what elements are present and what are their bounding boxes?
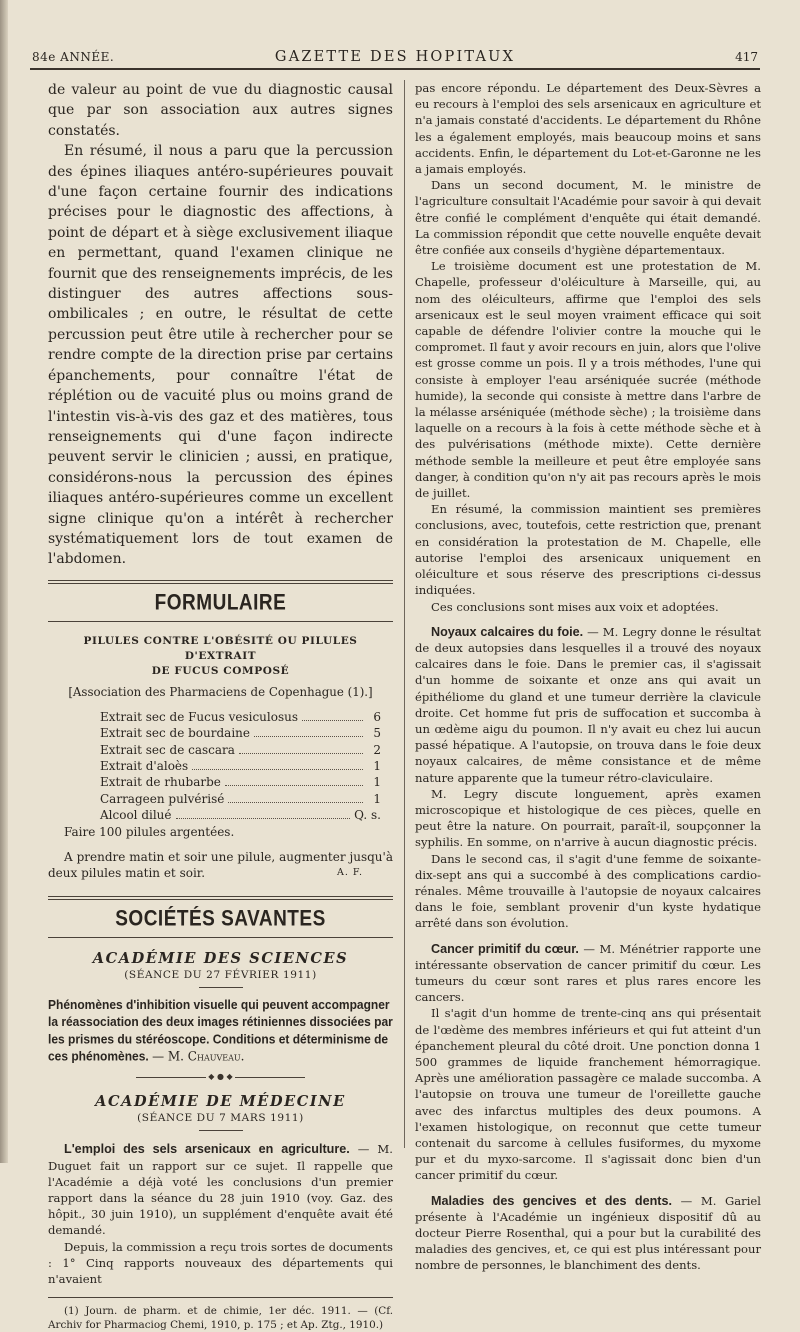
ornamental-divider: ◆ ● ◆ [48, 1073, 393, 1081]
section-rule [48, 621, 393, 622]
ingredient-list [100, 709, 381, 824]
page-binding-edge [0, 0, 8, 1163]
signature: A. F. [336, 867, 363, 879]
leader-dots [176, 818, 351, 819]
paragraph: Le troisième document est une protestation de M. Chapelle, professeur d'oléiculture à Marseille, qui, au nom des oléiculteurs, affirme que l'emploi des sels arsenicaux est le seul moyen vraiment efficace qui soit capable de défendre l'olivier contre la mouche qui le compromet. Il faut y avoir recours en juin, alors que l'olive est grosse comme un pois. Il y a trois méthodes, l'une qui consiste à employer l'eau arséniquée sucrée (méthode humide), la seconde qui consiste à mettre dans l'arbre de la mélasse arséniquée (méthode sèche) ; la troisième dans laquelle on a recours à la fois à cette méthode sèche et à des pulvérisations (méthode mixte). Cette dernière méthode semble la meilleure et peut être employée sans danger, à condition qu'on n'y ait pas recours après le mois de juillet. [415, 259, 761, 501]
item-title: Cancer primitif du cœur. [431, 941, 579, 956]
recipe-source: [Association des Pharmaciens de Copenhague (1).] [68, 684, 373, 699]
ingredient-row [100, 758, 381, 774]
paragraph: En résumé, la commission maintient ses premières conclusions, avec, toutefois, cette restriction que, prenant en considération la protestation de M. Chapelle, elle autorise l'emploi des arsenicaux uniquement en oléiculture et sous réserve des prescriptions ci-dessus indiquées. [415, 502, 761, 598]
paragraph: M. Legry discute longuement, après examen microscopique et histologique de ces pièces, quelle en peut être la nature. On pourrait, paraît-il, soupçonner la syphilis. En somme, on n'arrive à aucun diagnostic précis. [415, 786, 761, 850]
item-title: Noyaux calcaires du foie. [431, 624, 584, 639]
ingredient-row [100, 774, 381, 790]
session-date: (SÉANCE DU 7 MARS 1911) [137, 1112, 304, 1125]
leader-dots [228, 802, 363, 803]
short-rule [199, 987, 243, 988]
item-text: — M. Legry donne le résultat de deux autopsies dans lesquelles il a trouvé des noyaux calcaires dans le foie. Dans le premier cas, il s'agissait d'un homme de soixante et onze ans qui avait un épithéliome du gland et une tumeur derrière la clavicule droite. Cet homme fut pris de suffocation et succomba à un œdème aigu du poumon. Il n'y avait eu chez lui aucun passé hépatique. A l'autopsie, on trouva dans le foie deux noyaux calcaires, de même consistance et de même nature apparente que la tumeur rétro-claviculaire. [415, 624, 761, 785]
paragraph: pas encore répondu. Le département des Deux-Sèvres a eu recours à l'emploi des sels arsenicaux en agriculture et n'a jamais constaté d'accidents. Le département du Rhône les a également employés, mais beaucoup moins et sans accidents. Enfin, le département du Lot-et-Garonne ne les a jamais employés. [415, 81, 761, 177]
item-text: — M. Ménétrier rapporte une intéressante observation de cancer primitif du cœur. Les tumeurs du cœur sont rares et plus rares encore les cancers. [415, 941, 761, 1005]
leader-dots [254, 736, 363, 737]
ingredient-row [100, 807, 381, 823]
leader-dots [239, 753, 363, 754]
preparation-note: Faire 100 pilules argentées. [64, 824, 235, 839]
page-number: 417 [735, 50, 758, 64]
section-divider [48, 896, 393, 900]
footnote-rule [48, 1297, 393, 1298]
leader-dots [225, 785, 363, 786]
cancer-item [415, 941, 761, 1006]
paragraph: de valeur au point de vue du diagnostic causal que par son association aux autres signes constatés. [48, 82, 393, 139]
author-name: M. Chauveau. [167, 1048, 245, 1064]
ingredient-qty: 1 [373, 775, 381, 790]
sciences-headline: Phénomènes d'inhibition visuelle qui peuvent accompagner la réassociation des deux images rétiniennes dissociées par les prismes du stéréoscope. Conditions et déterminisme de ces phénomènes. — M. Chauveau. [48, 997, 393, 1064]
journal-title: GAZETTE DES HOPITAUX [274, 49, 516, 65]
recipe-title-line: DE FUCUS COMPOSÉ [151, 664, 290, 677]
ingredient-name: Extrait sec de Fucus vesiculosus [100, 709, 299, 724]
ingredient-name: Extrait sec de cascara [100, 742, 235, 757]
section-divider [48, 580, 393, 584]
ingredient-name: Carrageen pulvérisé [100, 791, 225, 806]
ingredient-row [100, 709, 381, 725]
paragraph: Il s'agit d'un homme de trente-cinq ans qui présentait de l'œdème des membres inférieurs et qui fut atteint d'un épanchement pleural du côté droit. Une ponction donna 1 500 grammes de liquide franchement hémorragique. Après une amélioration passagère ce malade succomba. A l'autopsie on trouva une tumeur de l'oreillette gauche avec des infarctus multiples des deux poumons. A l'examen histologique, on reconnut que cette tumeur contenait du sarcome à cellules fusiformes, du myxome pur et du myxo-sarcome. Il s'agissait donc bien d'un cancer primitif du cœur. [415, 1006, 761, 1183]
arsenic-item [48, 1141, 393, 1287]
section-title-societes: SOCIÉTÉS SAVANTES [115, 907, 326, 932]
paragraph: En résumé, il nous a paru que la percussion des épines iliaques antéro-supérieures pouvait d'une façon certaine fournir des indications précises pour le diagnostic des affections, à point de départ et à siège exclusivement iliaque en permettant, quand l'examen clinique ne fournit que des renseignements imprécis, de les distinguer des autres affections sous-ombilicales ; en outre, le résultat de cette percussion peut être utile à rechercher pour se rendre compte de la direction prise par certains épanchements, pour connaître l'état de réplétion ou de vacuité plus ou moins grand de l'intestin vis-à-vis des gaz et des matières, tous renseignements qui d'une façon indirecte peuvent servir le clinicien ; aussi, en pratique, considérons-nous la percussion des épines iliaques antéro-supérieures comme un excellent signe clinique qu'on a intérêt à rechercher systématiquement lors de tout examen de l'abdomen. [48, 143, 393, 568]
dosage-note [48, 849, 393, 882]
ingredient-qty: 1 [373, 791, 381, 806]
percussion-conclusion [48, 80, 393, 570]
ingredient-row [100, 742, 381, 758]
ingredient-name: Extrait sec de bourdaine [100, 726, 250, 741]
gencives-item [415, 1193, 761, 1274]
session-date: (SÉANCE DU 27 FÉVRIER 1911) [124, 968, 317, 981]
noyaux-item [415, 624, 761, 786]
paragraph: Depuis, la commission a reçu trois sortes de documents : 1° Cinq rapports nouveaux des départements qui n'avaient [48, 1239, 393, 1287]
ingredient-qty: 2 [373, 742, 381, 757]
recipe-title [48, 634, 393, 679]
leader-dots [192, 769, 363, 770]
ingredient-name: Alcool dilué [100, 808, 172, 823]
item-title: L'emploi des sels arsenicaux en agriculture. [64, 1142, 350, 1157]
item-title: Maladies des gencives et des dents. [431, 1193, 672, 1208]
ingredient-qty: Q. s. [354, 808, 381, 823]
page-header [30, 44, 760, 70]
ingredient-qty: 5 [373, 726, 381, 741]
left-column [48, 80, 393, 1332]
footnote: (1) Journ. de pharm. et de chimie, 1er déc. 1911. — (Cf. Archiv for Pharmaciog Chemi, 1910, p. 175 ; et Ap. Ztg., 1910.) [48, 1305, 393, 1332]
section-rule [48, 937, 393, 938]
ingredient-qty: 1 [373, 758, 381, 773]
volume-label: 84e ANNÉE. [32, 50, 115, 64]
academy-title-medecine: ACADÉMIE DE MÉDECINE [95, 1093, 346, 1111]
ingredient-qty: 6 [373, 709, 381, 724]
paragraph: Ces conclusions sont mises aux voix et adoptées. [431, 599, 719, 614]
dosage-text: A prendre matin et soir une pilule, augmenter jusqu'à deux pilules matin et soir. [48, 850, 393, 881]
paragraph: Dans un second document, M. le ministre de l'agriculture consultait l'Académie pour savoir à qui devait être confié le complément d'enquête qui était demandé. La commission répondit que cette nouvelle enquête devait être confiée aux conseils d'hygiène départementaux. [415, 178, 761, 258]
section-title-formulaire: FORMULAIRE [154, 591, 287, 616]
ingredient-name: Extrait de rhubarbe [100, 775, 221, 790]
item-text: — M. Duguet fait un rapport sur ce sujet. Il rappelle que l'Académie a déjà voté les conclusions d'un premier rapport dans la séance du 28 juin 1910 (voy. Gaz. des hôpit., 30 juin 1910), un supplément d'enquête avait été demandé. [48, 1142, 393, 1238]
right-column [415, 80, 761, 1273]
recipe-notes [48, 824, 393, 882]
short-rule [199, 1130, 243, 1131]
headline-text: Phénomènes d'inhibition visuelle qui peuvent accompagner la réassociation des deux images rétiniennes dissociées par les prismes du stéréoscope. Conditions et déterminisme de ces phénomènes. [48, 997, 393, 1064]
item-text: — M. Gariel présente à l'Académie un ingénieux dispositif dû au docteur Pierre Rosenthal, qui a pour but la curabilité des maladies des gencives, et, ce qui est plus intéressant pour nombre de personnes, le blanchiment des dents. [415, 1193, 761, 1273]
column-divider [404, 80, 405, 1148]
academy-title-sciences: ACADÉMIE DES SCIENCES [92, 949, 349, 967]
ingredient-name: Extrait d'aloès [100, 758, 189, 773]
ingredient-row [100, 791, 381, 807]
recipe-title-line: PILULES CONTRE L'OBÉSITÉ OU PILULES D'EXTRAIT [83, 634, 358, 662]
ingredient-row [100, 725, 381, 741]
paragraph: Dans le second cas, il s'agit d'une femme de soixante-dix-sept ans qui a succombé à des complications cardio-rénales. Même trouvaille à l'autopsie de noyaux calcaires dans le foie, semblant provenir d'un kyste hydatique arrêté dans son évolution. [415, 851, 761, 931]
leader-dots [302, 720, 363, 721]
